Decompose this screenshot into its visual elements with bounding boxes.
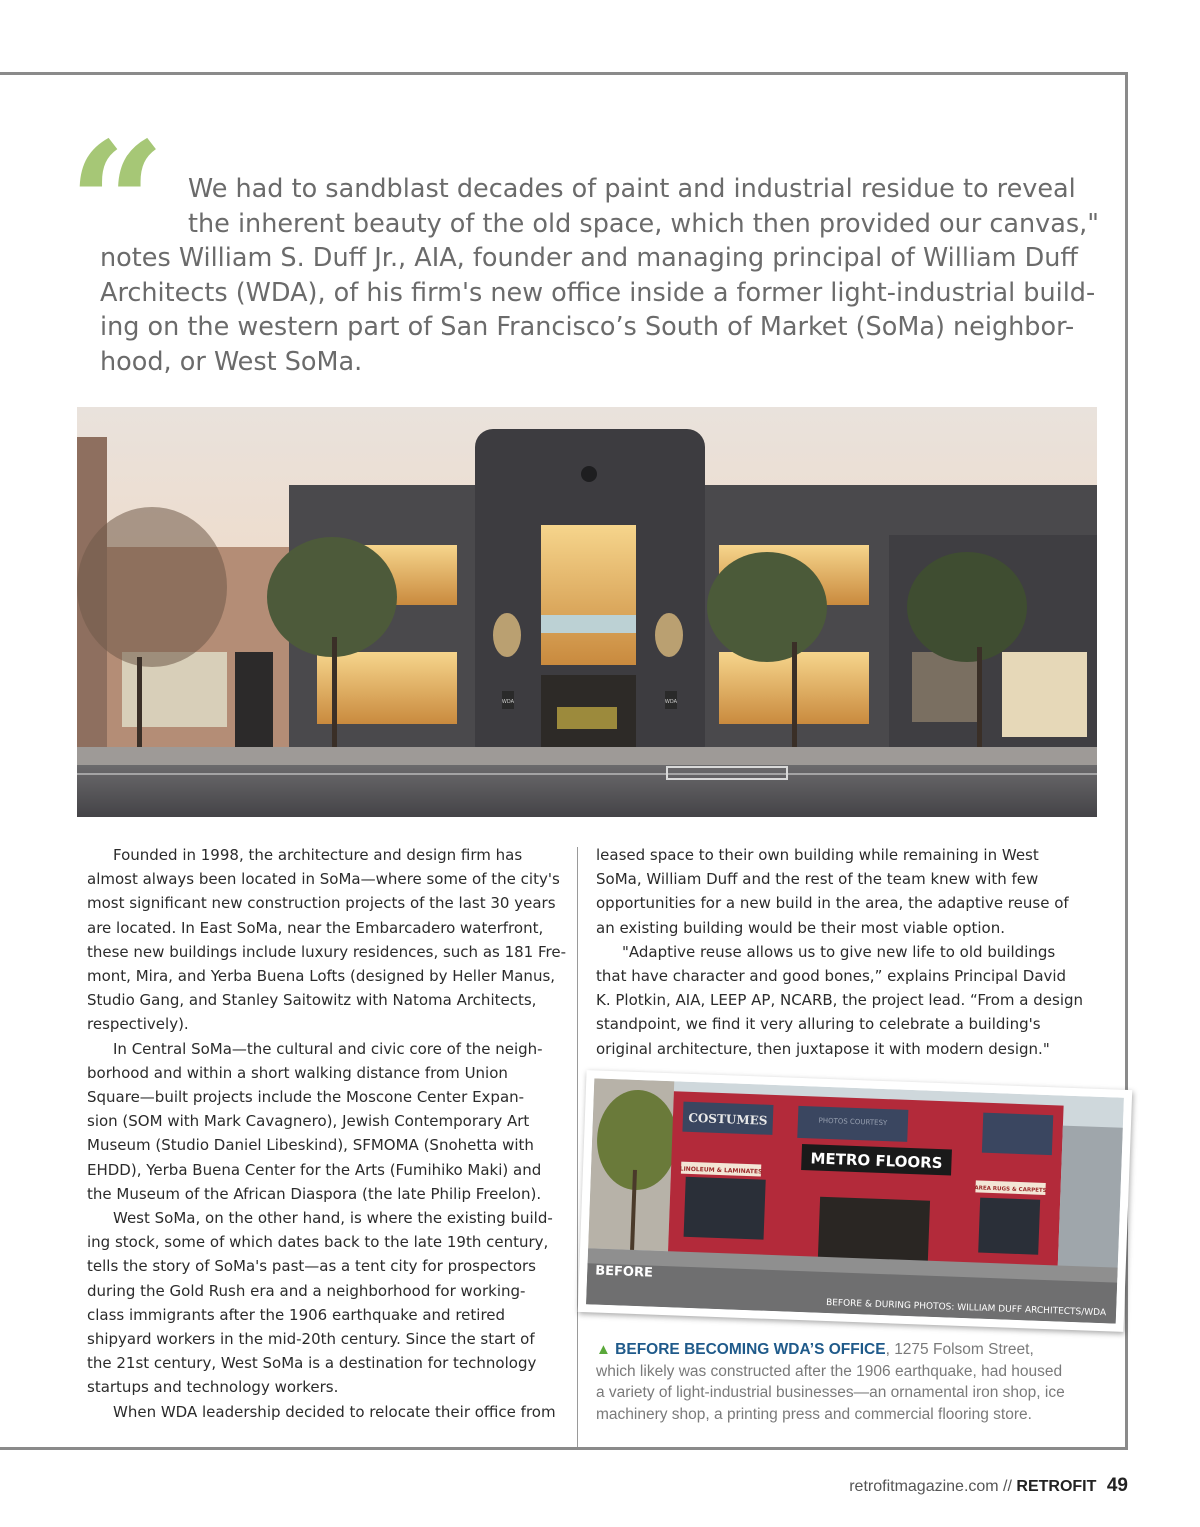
ghost-credit: PHOTOS COURTESY bbox=[818, 1116, 888, 1128]
costumes-sign: COSTUMES bbox=[688, 1110, 768, 1128]
body-line: respectively). bbox=[87, 1015, 189, 1034]
body-line: In Central SoMa—the cultural and civic core of the neigh- bbox=[113, 1039, 543, 1058]
caption-text: , 1275 Folsom Street, bbox=[885, 1341, 1034, 1358]
column-divider bbox=[577, 847, 578, 1447]
page-footer bbox=[849, 1475, 1128, 1497]
body-line: shipyard workers in the mid-20th century. Since the start of bbox=[87, 1330, 535, 1349]
body-column-right bbox=[596, 843, 1084, 1061]
caption-text: machinery shop, a printing press and commercial flooring store. bbox=[596, 1406, 1032, 1424]
footer-brand: RETROFIT bbox=[1016, 1478, 1097, 1495]
before-photo bbox=[578, 1070, 1133, 1332]
body-line: tells the story of SoMa's past—as a tent city for prospectors bbox=[87, 1257, 536, 1276]
body-line: almost always been located in SoMa—where some of the city's bbox=[87, 870, 560, 889]
hero-building-photo bbox=[77, 407, 1097, 817]
body-line: Founded in 1998, the architecture and design firm has bbox=[113, 846, 523, 864]
body-line: SoMa, William Duff and the rest of the team knew with few bbox=[596, 870, 1039, 889]
body-line: Square—built projects include the Moscone Center Expan- bbox=[87, 1088, 525, 1107]
body-line: EHDD), Yerba Buena Center for the Arts (Fumihiko Maki) and bbox=[87, 1160, 542, 1179]
pull-quote-line: notes William S. Duff Jr., AIA, founder and managing principal of William Duff bbox=[100, 243, 1078, 274]
body-line: the Museum of the African Diaspora (the late Philip Freelon). bbox=[87, 1184, 542, 1203]
body-line: class immigrants after the 1906 earthquake and retired bbox=[87, 1305, 506, 1324]
body-line: these new buildings include luxury residences, such as 181 Fre- bbox=[87, 942, 567, 961]
body-line: that have character and good bones,” explains Principal David bbox=[596, 967, 1067, 986]
pull-quote-line: Architects (WDA), of his firm's new office inside a former light-industrial build- bbox=[100, 277, 1096, 308]
area-rugs-sign: AREA RUGS & CARPETS bbox=[974, 1185, 1047, 1195]
body-line: an existing building would be their most viable option. bbox=[596, 918, 1006, 937]
body-column-left bbox=[87, 843, 565, 1424]
pull-quote bbox=[100, 172, 1099, 380]
entrance-sign: WDA bbox=[664, 699, 678, 705]
footer-site: retrofitmagazine.com // bbox=[849, 1478, 1012, 1495]
building-illustration bbox=[77, 407, 1097, 817]
body-line: standpoint, we find it very alluring to celebrate a building's bbox=[596, 1015, 1041, 1034]
photo-caption bbox=[596, 1339, 1116, 1426]
body-line: ing stock, some of which dates back to the late 19th century, bbox=[87, 1233, 549, 1252]
body-line: West SoMa, on the other hand, is where the existing build- bbox=[113, 1209, 553, 1228]
page-number: 49 bbox=[1106, 1475, 1128, 1496]
body-line: mont, Mira, and Yerba Buena Lofts (designed by Heller Manus, bbox=[87, 967, 556, 986]
body-line: sion (SOM with Mark Cavagnero), Jewish Contemporary Art bbox=[87, 1112, 530, 1131]
linoleum-sign: LINOLEUM & LAMINATES bbox=[679, 1165, 763, 1176]
body-line: Studio Gang, and Stanley Saitowitz with Natoma Architects, bbox=[87, 991, 537, 1010]
triangle-up-icon: ▲ bbox=[596, 1341, 611, 1358]
metro-floors-sign: METRO FLOORS bbox=[810, 1149, 943, 1173]
body-line: original architecture, then juxtapose it with modern design." bbox=[596, 1039, 1050, 1058]
body-line: opportunities for a new build in the area, the adaptive reuse of bbox=[596, 894, 1069, 913]
pull-quote-line: We had to sandblast decades of paint and industrial residue to reveal bbox=[188, 174, 1076, 204]
caption-first-line bbox=[596, 1339, 1116, 1361]
before-label: BEFORE bbox=[594, 1263, 654, 1281]
body-line: "Adaptive reuse allows us to give new life to old buildings bbox=[622, 942, 1056, 961]
body-line: during the Gold Rush era and a neighborhood for working- bbox=[87, 1281, 526, 1300]
quote-mark-icon: “ bbox=[68, 105, 166, 305]
caption-text: which likely was constructed after the 1906 earthquake, had housed bbox=[596, 1362, 1063, 1380]
body-line: borhood and within a short walking distance from Union bbox=[87, 1063, 508, 1082]
body-line: most significant new construction projects of the last 30 years bbox=[87, 894, 556, 913]
photo-credit: BEFORE & DURING PHOTOS: WILLIAM DUFF ARCHITECTS/WDA bbox=[825, 1298, 1107, 1319]
body-line: leased space to their own building while remaining in West bbox=[596, 846, 1039, 864]
body-line: startups and technology workers. bbox=[87, 1378, 339, 1397]
body-line: are located. In East SoMa, near the Embarcadero waterfront, bbox=[87, 918, 544, 937]
caption-heading: BEFORE BECOMING WDA’S OFFICE bbox=[615, 1341, 886, 1358]
entrance-sign: WDA bbox=[501, 699, 515, 705]
pull-quote-line: hood, or West SoMa. bbox=[100, 346, 363, 377]
caption-text: a variety of light-industrial businesses—an ornamental iron shop, ice bbox=[596, 1384, 1065, 1402]
body-line: When WDA leadership decided to relocate their office from bbox=[113, 1402, 556, 1421]
body-line: Museum (Studio Daniel Libeskind), SFMOMA (Snohetta with bbox=[87, 1136, 534, 1155]
body-line: the 21st century, West SoMa is a destination for technology bbox=[87, 1354, 537, 1373]
pull-quote-line: ing on the western part of San Francisco’s South of Market (SoMa) neighbor- bbox=[100, 312, 1075, 343]
pull-quote-line: the inherent beauty of the old space, which then provided our canvas," bbox=[188, 208, 1099, 239]
storefront-illustration bbox=[586, 1078, 1124, 1323]
body-line: K. Plotkin, AIA, LEEP AP, NCARB, the project lead. “From a design bbox=[596, 991, 1084, 1010]
